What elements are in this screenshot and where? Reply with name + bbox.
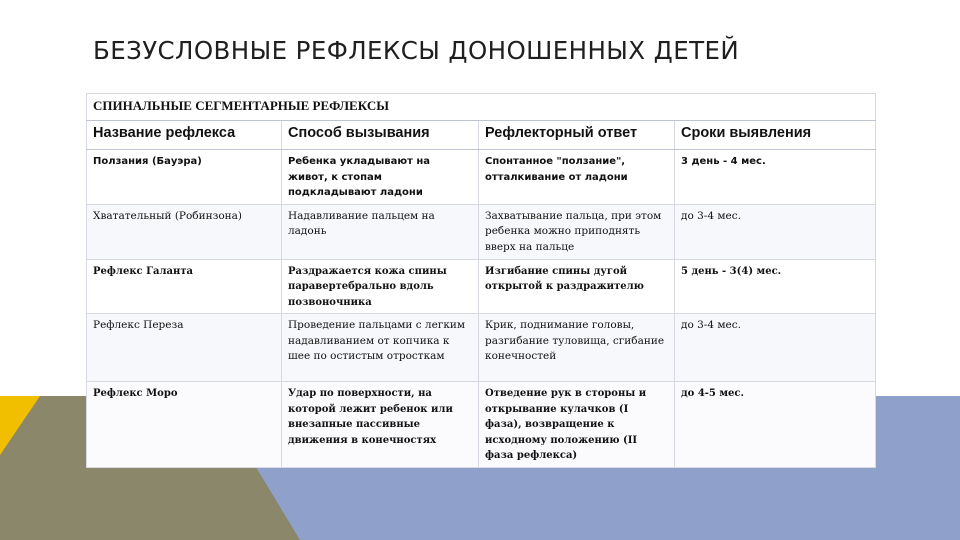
cell-method: Раздражается кожа спины паравертебрально вдоль позвоночника: [282, 259, 479, 314]
cell-method: Проведение пальцами с легким надавливанием от копчика к шее по остистым отросткам: [282, 314, 479, 382]
cell-reflex-name: Хватательный (Робинзона): [87, 204, 282, 259]
table-section-title: СПИНАЛЬНЫЕ СЕГМЕНТАРНЫЕ РЕФЛЕКСЫ: [87, 94, 876, 121]
reflex-table-container: [86, 93, 875, 468]
cell-timing: до 3-4 мес.: [675, 204, 876, 259]
cell-response: Отведение рук в стороны и открывание кулачков (I фаза), возвращение к исходному положению (II фаза рефлекса): [479, 382, 675, 468]
table-row: [87, 204, 876, 259]
cell-timing: до 3-4 мес.: [675, 314, 876, 382]
slide-title: БЕЗУСЛОВНЫЕ РЕФЛЕКСЫ ДОНОШЕННЫХ ДЕТЕЙ: [93, 36, 740, 65]
cell-timing: до 4-5 мес.: [675, 382, 876, 468]
reflex-table: [86, 93, 876, 468]
header-reflex-name: Название рефлекса: [87, 121, 282, 150]
header-method: Способ вызывания: [282, 121, 479, 150]
cell-reflex-name: Ползания (Бауэра): [87, 150, 282, 205]
cell-response: Спонтанное "ползание", отталкивание от ладони: [479, 150, 675, 205]
header-response: Рефлекторный ответ: [479, 121, 675, 150]
cell-reflex-name: Рефлекс Переза: [87, 314, 282, 382]
cell-reflex-name: Рефлекс Галанта: [87, 259, 282, 314]
cell-reflex-name: Рефлекс Моро: [87, 382, 282, 468]
cell-timing: 5 день - 3(4) мес.: [675, 259, 876, 314]
table-row: [87, 150, 876, 205]
cell-timing: 3 день - 4 мес.: [675, 150, 876, 205]
header-timing: Сроки выявления: [675, 121, 876, 150]
table-header-row: [87, 121, 876, 150]
cell-method: Надавливание пальцем на ладонь: [282, 204, 479, 259]
cell-response: Изгибание спины дугой открытой к раздражителю: [479, 259, 675, 314]
cell-method: Удар по поверхности, на которой лежит ребенок или внезапные пассивные движения в конечностях: [282, 382, 479, 468]
cell-response: Крик, поднимание головы, разгибание туловища, сгибание конечностей: [479, 314, 675, 382]
cell-response: Захватывание пальца, при этом ребенка можно приподнять вверх на пальце: [479, 204, 675, 259]
cell-method: Ребенка укладывают на живот, к стопам подкладывают ладони: [282, 150, 479, 205]
table-row: [87, 259, 876, 314]
table-row: [87, 382, 876, 468]
table-row: [87, 314, 876, 382]
